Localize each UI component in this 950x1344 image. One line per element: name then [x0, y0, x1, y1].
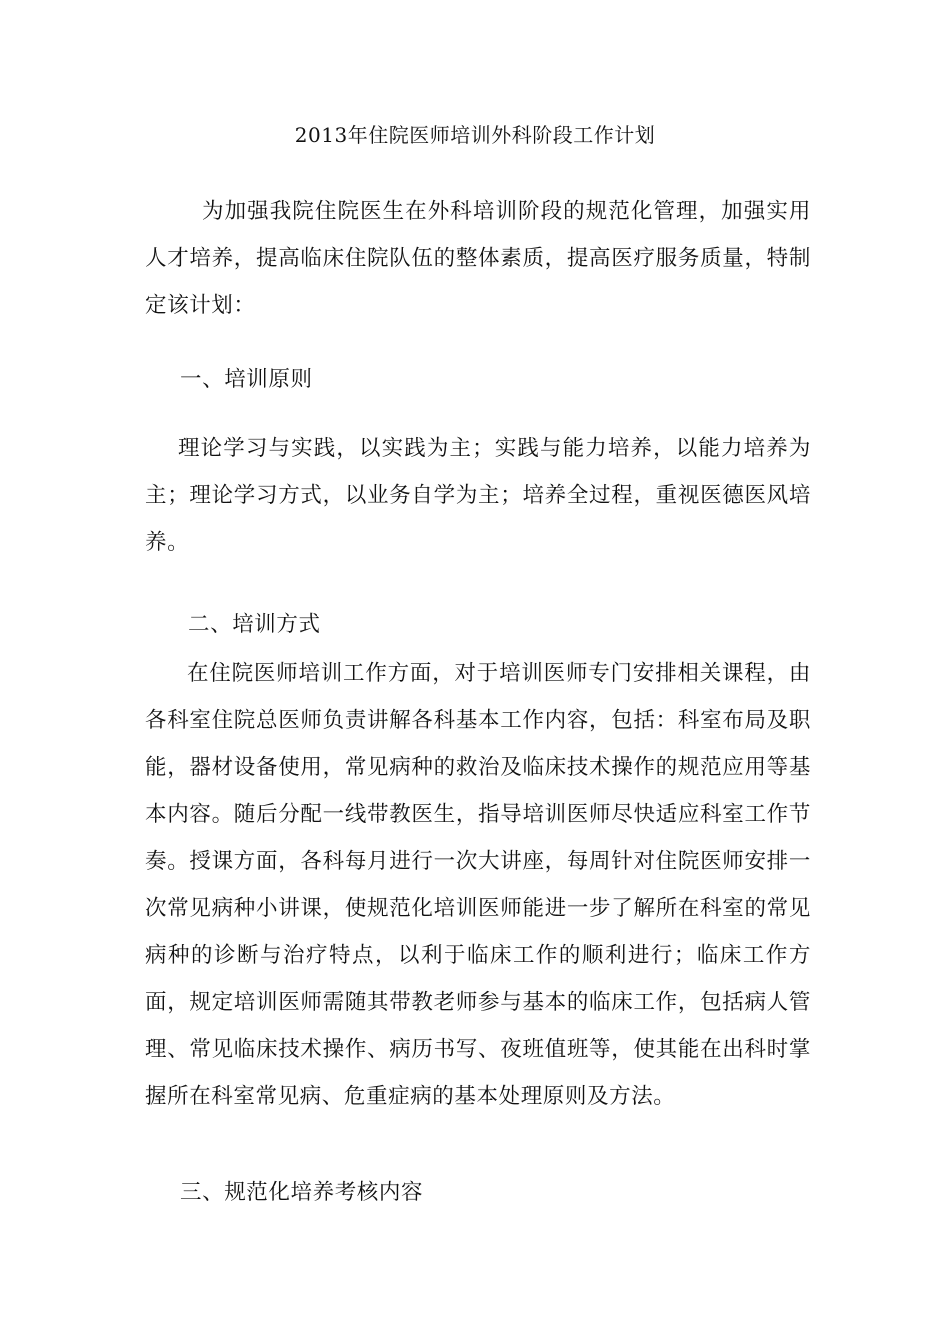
- document-title: 2013年住院医师培训外科阶段工作计划: [294, 123, 656, 147]
- section-body-methods: 在住院医师培训工作方面，对于培训医师专门安排相关课程，由各科室住院总医师负责讲解各科基本工作内容，包括：科室布局及职能，器材设备使用，常见病种的救治及临床技术操作的规范应用等基本内容。随后分配一线带教医生，指导培训医师尽快适应科室工作节奏。授课方面，各科每月进行一次大讲座，每周针对住院医师安排一次常见病种小讲课，使规范化培训医师能进一步了解所在科室的常见病种的诊断与治疗特点，以利于临床工作的顺利进行；临床工作方面，规定培训医师需随其带教老师参与基本的临床工作，包括病人管理、常见临床技术操作、病历书写、夜班值班等，使其能在出科时掌握所在科室常见病、危重症病的基本处理原则及方法。: [145, 661, 811, 1109]
- section-body-principles: 理论学习与实践，以实践为主；实践与能力培养，以能力培养为主；理论学习方式，以业务自学为主；培养全过程，重视医德医风培养。: [145, 436, 811, 555]
- section-heading-methods: 二、培训方式: [188, 612, 321, 637]
- intro-paragraph: 为加强我院住院医生在外科培训阶段的规范化管理，加强实用人才培养，提高临床住院队伍的整体素质，提高医疗服务质量，特制定该计划：: [145, 199, 811, 318]
- section-heading-assessment: 三、规范化培养考核内容: [180, 1180, 424, 1205]
- section-heading-principles: 一、培训原则: [180, 367, 313, 392]
